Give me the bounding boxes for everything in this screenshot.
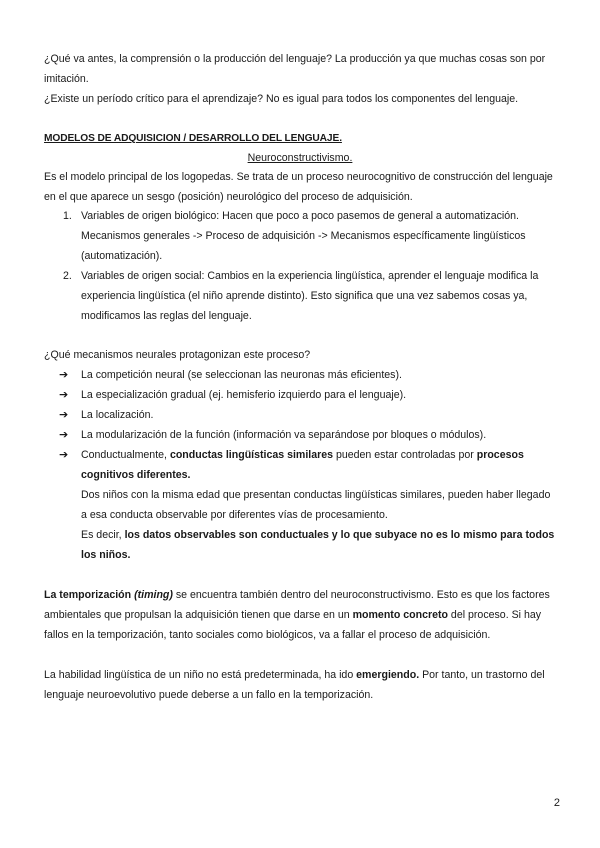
model-intro-paragraph: Es el modelo principal de los logopedas. Se trata de un proceso neurocognitivo de construcción del lenguaje en el que aparece un sesgo (posición) neurológico del proceso de adquisición. — [44, 171, 553, 203]
list-item — [44, 266, 556, 326]
list-item-number: 2. — [63, 270, 72, 282]
arrow-icon: ➔ — [59, 409, 69, 421]
list-item-conductual — [44, 445, 556, 565]
mechanisms-question: ¿Qué mecanismos neurales protagonizan este proceso? — [44, 349, 311, 361]
arrow-icon: ➔ — [59, 449, 69, 461]
intro-paragraph-production: ¿Qué va antes, la comprensión o la producción del lenguaje? La producción ya que muchas cosas son por imitación. — [44, 53, 546, 85]
conductual-conclusion: Es decir, los datos observables son conductuales y lo que subyace no es lo mismo para todos los niños. — [81, 529, 555, 561]
list-item-text: Variables de origen social: Cambios en la experiencia lingüística, aprender el lenguaje modifica la experiencia lingüística (el niño aprende distinto). Esto significa que una vez sabemos cosas ya, modificamos las reglas del lenguaje. — [81, 270, 539, 322]
section-title: MODELOS DE ADQUISICION / DESARROLLO DEL LENGUAJE. — [44, 133, 342, 144]
list-item — [44, 425, 556, 445]
list-item — [44, 385, 556, 405]
subsection-title: Neuroconstructivismo. — [247, 152, 353, 164]
arrow-icon: ➔ — [59, 429, 69, 441]
mechanisms-list — [44, 365, 556, 565]
list-item-number: 1. — [63, 210, 72, 222]
timing-paragraph: La temporización (timing) se encuentra también dentro del neuroconstructivismo. Esto es que los factores ambientales que propulsan la adquisición tienen que darse en un momento concreto del proceso. Si hay fallos en la temporización, tanto sociales como biológicos, va a fallar el proceso de adquisición. — [44, 589, 550, 641]
closing-paragraph: La habilidad lingüística de un niño no está predeterminada, ha ido emergiendo. Por tanto, un trastorno del lenguaje neuroevolutivo puede deberse a un fallo en la temporización. — [44, 669, 545, 701]
page-number: 2 — [553, 797, 560, 809]
list-item-text: Variables de origen biológico: Hacen que poco a poco pasemos de general a automatización. Mecanismos generales -> Proceso de adquisición -> Mecanismos específicamente lingüísticos (automatización). — [81, 210, 526, 262]
conductual-statement: Conductualmente, conductas lingüísticas similares pueden estar controladas por procesos cognitivos diferentes. — [81, 449, 524, 481]
conductual-example: Dos niños con la misma edad que presentan conductas lingüísticas similares, pueden haber llegado a esa conducta observable por diferentes vías de procesamiento. — [81, 489, 551, 521]
arrow-icon: ➔ — [59, 389, 69, 401]
list-item-text: La especialización gradual (ej. hemisferio izquierdo para el lenguaje). — [81, 389, 407, 401]
list-item — [44, 206, 556, 266]
list-item — [44, 405, 556, 425]
list-item-text: La modularización de la función (información va separándose por bloques o módulos). — [81, 429, 487, 441]
arrow-icon: ➔ — [59, 369, 69, 381]
variables-list — [44, 206, 556, 326]
list-item-text: La competición neural (se seleccionan las neuronas más eficientes). — [81, 369, 402, 381]
list-item-text: La localización. — [81, 409, 154, 421]
list-item — [44, 365, 556, 385]
intro-paragraph-critical-period: ¿Existe un período crítico para el aprendizaje? No es igual para todos los componentes del lenguaje. — [44, 93, 519, 105]
